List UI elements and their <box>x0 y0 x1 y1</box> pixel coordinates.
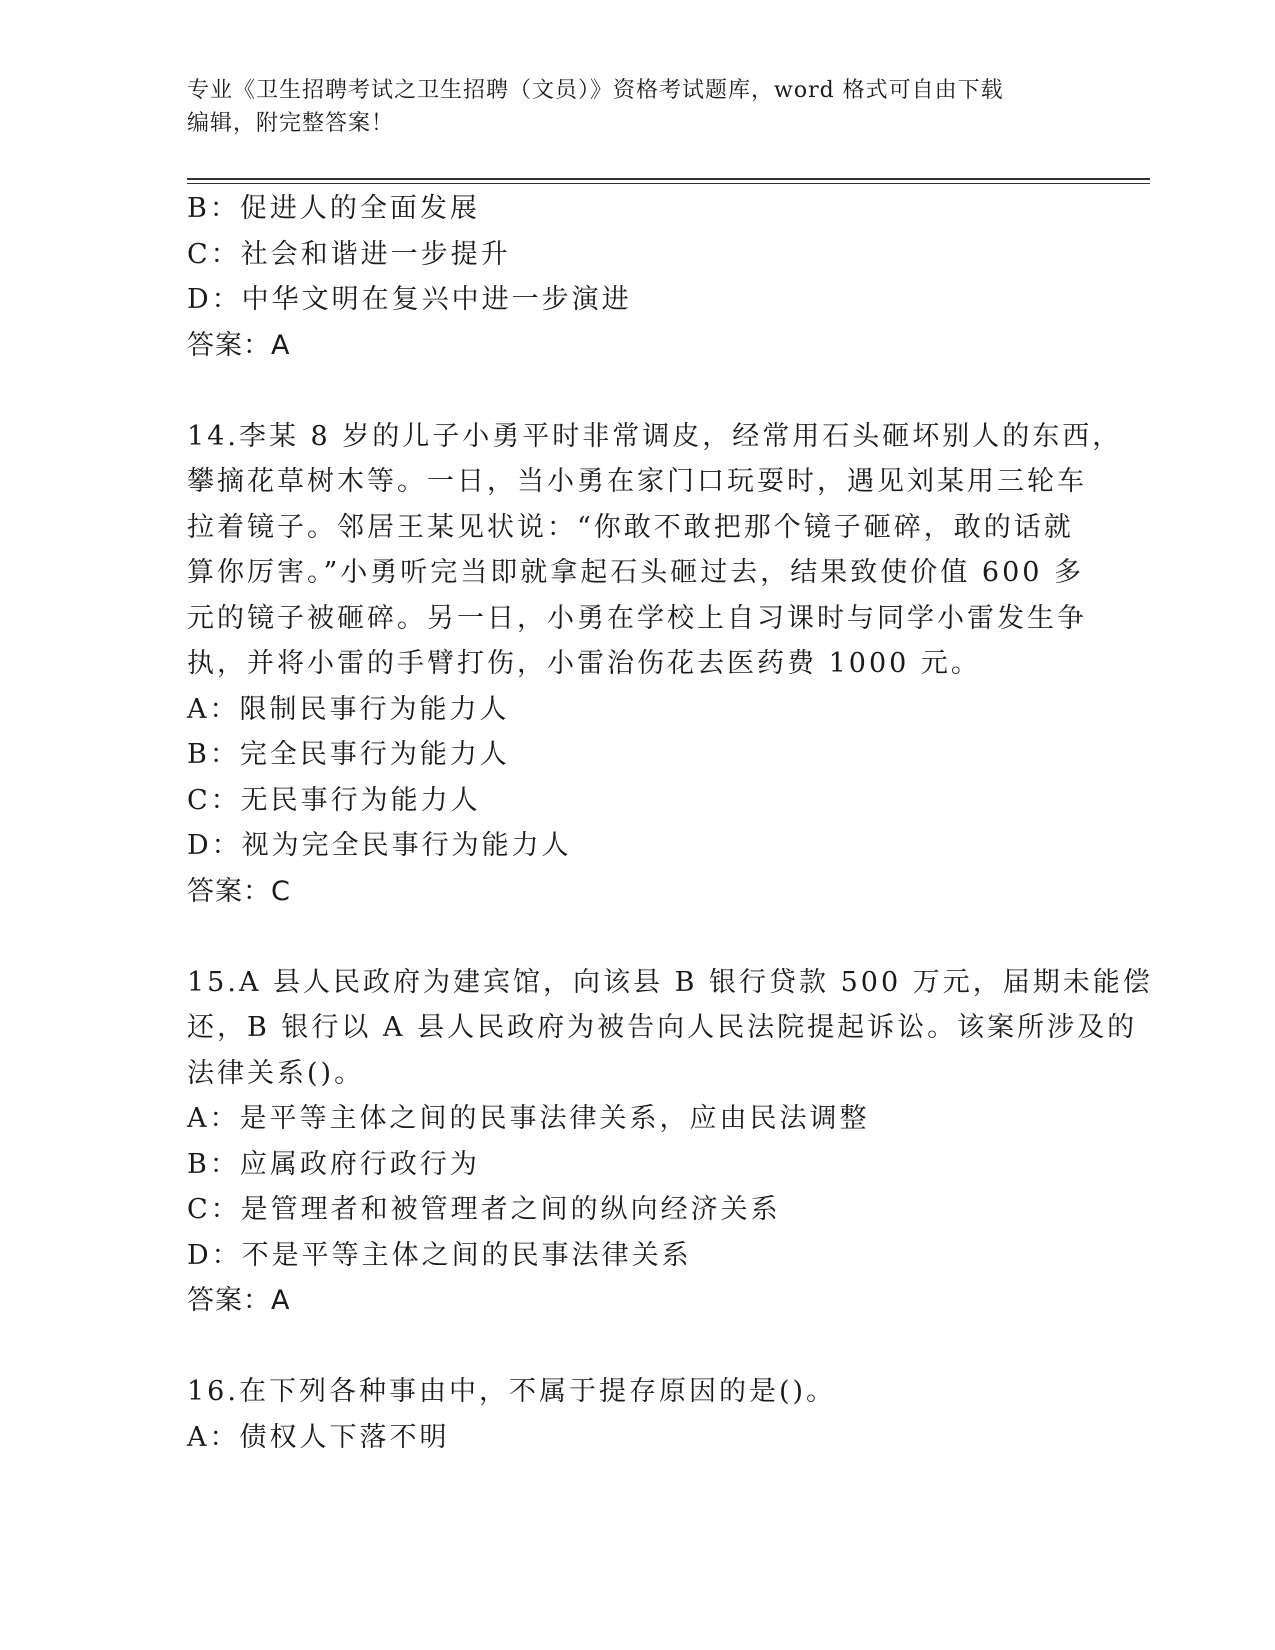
option-b: B：完全民事行为能力人 <box>187 739 510 770</box>
question-15 <box>187 960 1153 1324</box>
answer-label: 答案：A <box>187 1285 291 1316</box>
spacer <box>187 914 1087 960</box>
option-b: B：应属政府行政行为 <box>187 1148 480 1180</box>
option-c: C：是管理者和被管理者之间的纵向经济关系 <box>187 1194 781 1225</box>
question-stem-line: 法律关系()。 <box>187 1057 365 1089</box>
document-body <box>187 186 1153 1460</box>
question-16 <box>187 1369 1087 1460</box>
answer-label: 答案：C <box>187 875 291 907</box>
header-divider <box>187 178 1150 184</box>
question-stem-line: 拉着镜子。邻居王某见状说：“你敢不敢把那个镜子砸碎，敢的话就 <box>187 511 1074 543</box>
spacer <box>187 368 1087 414</box>
option-b: B：促进人的全面发展 <box>187 193 480 224</box>
option-d: D：视为完全民事行为能力人 <box>187 830 572 861</box>
option-a: A：债权人下落不明 <box>187 1421 450 1453</box>
option-a: A：是平等主体之间的民事法律关系，应由民法调整 <box>187 1103 870 1134</box>
option-c: C：无民事行为能力人 <box>187 784 481 816</box>
question-stem-line: 14.李某 8 岁的儿子小勇平时非常调皮，经常用石头砸坏别人的东西， <box>187 420 1123 452</box>
question-stem-line: 攀摘花草树木等。一日，当小勇在家门口玩耍时，遇见刘某用三轮车 <box>187 466 1087 497</box>
question-stem-line: 16.在下列各种事由中，不属于提存原因的是()。 <box>187 1376 837 1407</box>
question-13 <box>187 186 1087 368</box>
question-stem-line: 还，B 银行以 A 县人民政府为被告向人民法院提起诉讼。该案所涉及的 <box>187 1012 1138 1043</box>
question-stem-line: 元的镜子被砸碎。另一日，小勇在学校上自习课时与同学小雷发生争 <box>187 602 1087 634</box>
question-stem-line: 15.A 县人民政府为建宾馆，向该县 B 银行贷款 500 万元，届期未能偿 <box>187 966 1153 998</box>
header-line-2: 编辑，附完整答案！ <box>187 111 395 136</box>
answer-label: 答案：A <box>187 329 291 361</box>
option-c: C：社会和谐进一步提升 <box>187 238 511 270</box>
spacer <box>187 1324 1087 1370</box>
question-14 <box>187 414 1123 915</box>
option-d: D：不是平等主体之间的民事法律关系 <box>187 1239 692 1271</box>
question-stem-line: 算你厉害。”小勇听完当即就拿起石头砸过去，结果致使价值 600 多 <box>187 557 1085 588</box>
header-line-1: 专业《卫生招聘考试之卫生招聘（文员）》资格考试题库，word 格式可自由下载 <box>187 78 1004 103</box>
question-stem-line: 执，并将小雷的手臂打伤，小雷治伤花去医药费 1000 元。 <box>187 648 981 679</box>
option-d: D：中华文明在复兴中进一步演进 <box>187 284 632 315</box>
option-a: A：限制民事行为能力人 <box>187 693 510 725</box>
document-header <box>187 74 1087 140</box>
